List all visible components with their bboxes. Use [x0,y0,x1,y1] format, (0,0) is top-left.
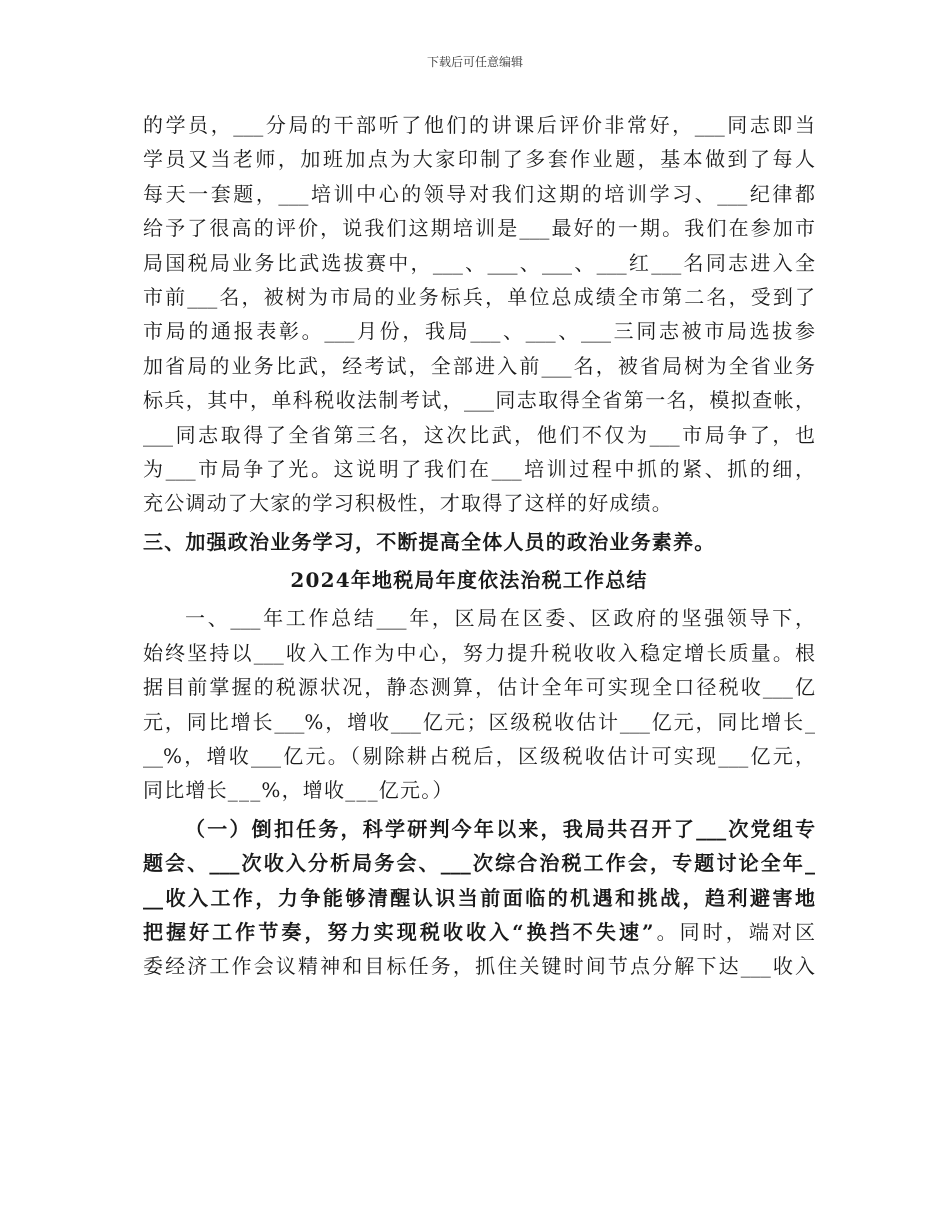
paragraph-training [143,108,815,521]
text-line: ___同志取得了全省第三名，这次比武，他们不仅为___市局争了，也 [143,422,815,447]
text-line: 加省局的业务比武，经考试，全部进入前___名，被省局树为全省业务 [143,353,815,378]
document-title: 2024年地税局年度依法治税工作总结 [290,568,648,593]
text-line: 题会、___次收入分析局务会、___次综合治税工作会，专题讨论全年_ [143,851,815,876]
text-line: 每天一套题，___培训中心的领导对我们这期的培训学习、___纪律都 [143,181,815,206]
text-line: 标兵，其中，单科税收法制考试，___同志取得全省第一名，模拟查帐， [143,388,815,413]
page-header: 下载后可任意编辑 [426,55,523,69]
paragraph-summary [143,601,815,807]
text-line [143,915,815,949]
text-line: 的学员，___分局的干部听了他们的讲课后评价非常好，___同志即当 [143,113,815,137]
text-line: 同比增长___%，增收___亿元。） [143,778,454,803]
text-line: __%，增收___亿元。（剔除耕占税后，区级税收估计可实现___亿元， [143,744,815,769]
text-line: 委经济工作会议精神和目标任务，抓住关键时间节点分解下达___收入 [143,954,815,979]
text-line: 始终坚持以___收入工作为中心，努力提升税收收入稳定增长质量。根 [143,640,815,665]
text-line: 充公调动了大家的学习积极性，才取得了这样的好成绩。 [143,491,673,516]
text-line: （一）倒扣任务，科学研判今年以来，我局共召开了___次党组专 [185,816,815,841]
document-body [143,108,815,984]
normal-run: 。同时，端对区 [653,919,815,944]
text-line: 一、___年工作总结___年，区局在区委、区政府的坚强领导下， [185,606,815,631]
text-line: 局国税局业务比武选拔赛中，___、___、___、___红___名同志进入全 [143,250,815,275]
text-line: 市局的通报表彰。___月份，我局___、___、___三同志被市局选拔参 [143,319,815,344]
text-line: 据目前掌握的税源状况，静态测算，估计全年可实现全口径税收___亿 [143,675,815,700]
text-line: 为___市局争了光。这说明了我们在___培训过程中抓的紧、抓的细， [143,456,815,481]
section-heading: 三、加强政治业务学习，不断提高全体人员的政治业务素养。 [143,529,716,554]
text-line: __收入工作，力争能够清醒认识当前面临的机遇和挑战，趋利避害地 [143,885,815,910]
text-line: 元，同比增长___%，增收___亿元；区级税收估计___亿元，同比增长_ [143,709,815,734]
text-line: 学员又当老师，加班加点为大家印制了多套作业题，基本做到了每人 [143,147,815,172]
text-line: 市前___名，被树为市局的业务标兵，单位总成绩全市第二名，受到了 [143,284,815,309]
text-line: 给予了很高的评价，说我们这期培训是___最好的一期。我们在参加市 [143,216,815,241]
bold-run: 把握好工作节奏，努力实现税收收入“换挡不失速” [143,919,654,944]
paragraph-tasks [143,812,815,984]
